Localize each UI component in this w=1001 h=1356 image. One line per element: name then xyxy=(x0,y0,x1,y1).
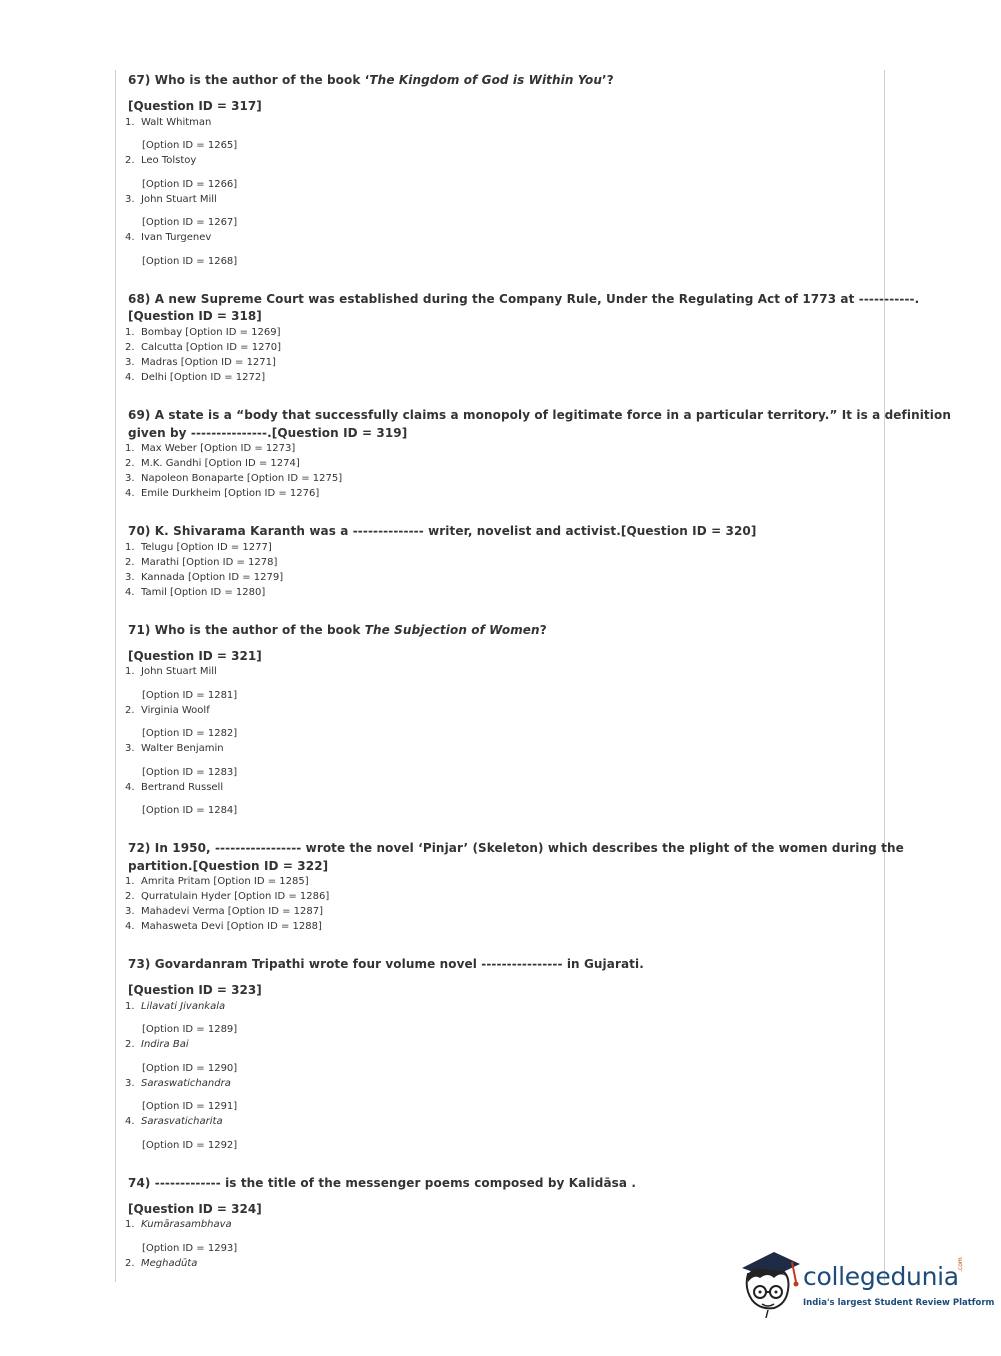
question-71-text: 71) Who is the author of the book The Subjection of Women? xyxy=(128,623,547,637)
option-id: [Option ID = 1283] xyxy=(142,767,238,778)
option-id: [Option ID = 1281] xyxy=(142,690,238,701)
option-item: 2. Meghadūta xyxy=(125,1258,198,1269)
option-item: 2. Calcutta [Option ID = 1270] xyxy=(125,342,282,353)
option-item: 2. Virginia Woolf xyxy=(125,705,210,716)
option-item: 3. Napoleon Bonaparte [Option ID = 1275] xyxy=(125,473,343,484)
question-67-text: 67) Who is the author of the book ‘The Kingdom of God is Within You’? xyxy=(128,73,614,87)
question-72-text: 72) In 1950, ----------------- wrote the novel ‘Pinjar’ (Skeleton) which describes the plight of the women during the xyxy=(128,841,904,855)
option-item: 1. Kumārasambhava xyxy=(125,1219,232,1230)
option-item: 4. Delhi [Option ID = 1272] xyxy=(125,372,266,383)
collegedunia-wordmark: collegedunia xyxy=(803,1262,959,1291)
option-id: [Option ID = 1289] xyxy=(142,1024,238,1035)
option-item: 4. Sarasvaticharita xyxy=(125,1116,223,1127)
option-item: 1. Lilavati Jivankala xyxy=(125,1001,226,1012)
question-73-id: [Question ID = 323] xyxy=(128,983,262,997)
page-right-border xyxy=(884,70,885,1282)
logo-com-suffix: .com xyxy=(957,1257,964,1272)
question-68-id: [Question ID = 318] xyxy=(128,309,262,323)
option-id: [Option ID = 1293] xyxy=(142,1243,238,1254)
option-id: [Option ID = 1268] xyxy=(142,256,238,267)
question-72-text-line2: partition.[Question ID = 322] xyxy=(128,859,329,873)
option-item: 3. John Stuart Mill xyxy=(125,194,217,205)
option-id: [Option ID = 1292] xyxy=(142,1140,238,1151)
question-69-text-line2: given by ---------------.[Question ID = 319] xyxy=(128,426,408,440)
question-71-id: [Question ID = 321] xyxy=(128,649,262,663)
option-id: [Option ID = 1284] xyxy=(142,805,238,816)
option-id: [Option ID = 1291] xyxy=(142,1101,238,1112)
option-id: [Option ID = 1265] xyxy=(142,140,238,151)
option-item: 2. Indira Bai xyxy=(125,1039,189,1050)
option-item: 3. Kannada [Option ID = 1279] xyxy=(125,572,284,583)
option-id: [Option ID = 1267] xyxy=(142,217,238,228)
question-69-text: 69) A state is a “body that successfully claims a monopoly of legitimate force in a particular territory.” It is a definition xyxy=(128,408,951,422)
option-item: 4. Bertrand Russell xyxy=(125,782,224,793)
question-74-text: 74) ------------- is the title of the messenger poems composed by Kalidāsa . xyxy=(128,1176,637,1190)
question-74-id: [Question ID = 324] xyxy=(128,1202,262,1216)
question-67-id: [Question ID = 317] xyxy=(128,99,262,113)
option-id: [Option ID = 1282] xyxy=(142,728,238,739)
option-item: 1. John Stuart Mill xyxy=(125,666,217,677)
option-item: 2. M.K. Gandhi [Option ID = 1274] xyxy=(125,458,300,469)
option-item: 2. Leo Tolstoy xyxy=(125,155,197,166)
option-item: 1. Telugu [Option ID = 1277] xyxy=(125,542,272,553)
option-item: 1. Bombay [Option ID = 1269] xyxy=(125,327,281,338)
question-73-text: 73) Govardanram Tripathi wrote four volume novel ---------------- in Gujarati. xyxy=(128,957,644,971)
page-left-border xyxy=(115,70,116,1282)
option-item: 3. Mahadevi Verma [Option ID = 1287] xyxy=(125,906,323,917)
logo-tagline: India's largest Student Review Platform xyxy=(803,1298,995,1308)
collegedunia-mascot-logo xyxy=(740,1248,802,1320)
option-item: 4. Ivan Turgenev xyxy=(125,232,212,243)
option-item: 4. Tamil [Option ID = 1280] xyxy=(125,587,266,598)
option-item: 4. Mahasweta Devi [Option ID = 1288] xyxy=(125,921,322,932)
option-item: 1. Walt Whitman xyxy=(125,117,212,128)
option-item: 3. Madras [Option ID = 1271] xyxy=(125,357,276,368)
option-id: [Option ID = 1290] xyxy=(142,1063,238,1074)
option-item: 3. Saraswatichandra xyxy=(125,1078,231,1089)
option-id: [Option ID = 1266] xyxy=(142,179,238,190)
option-item: 3. Walter Benjamin xyxy=(125,743,224,754)
option-item: 1. Amrita Pritam [Option ID = 1285] xyxy=(125,876,309,887)
option-item: 2. Qurratulain Hyder [Option ID = 1286] xyxy=(125,891,330,902)
question-70-text: 70) K. Shivarama Karanth was a -------------- writer, novelist and activist.[Question ID = 320] xyxy=(128,524,757,538)
option-item: 2. Marathi [Option ID = 1278] xyxy=(125,557,278,568)
option-item: 1. Max Weber [Option ID = 1273] xyxy=(125,443,296,454)
question-68-text: 68) A new Supreme Court was established during the Company Rule, Under the Regulating Act of 1773 at -----------. xyxy=(128,292,920,306)
option-item: 4. Emile Durkheim [Option ID = 1276] xyxy=(125,488,320,499)
